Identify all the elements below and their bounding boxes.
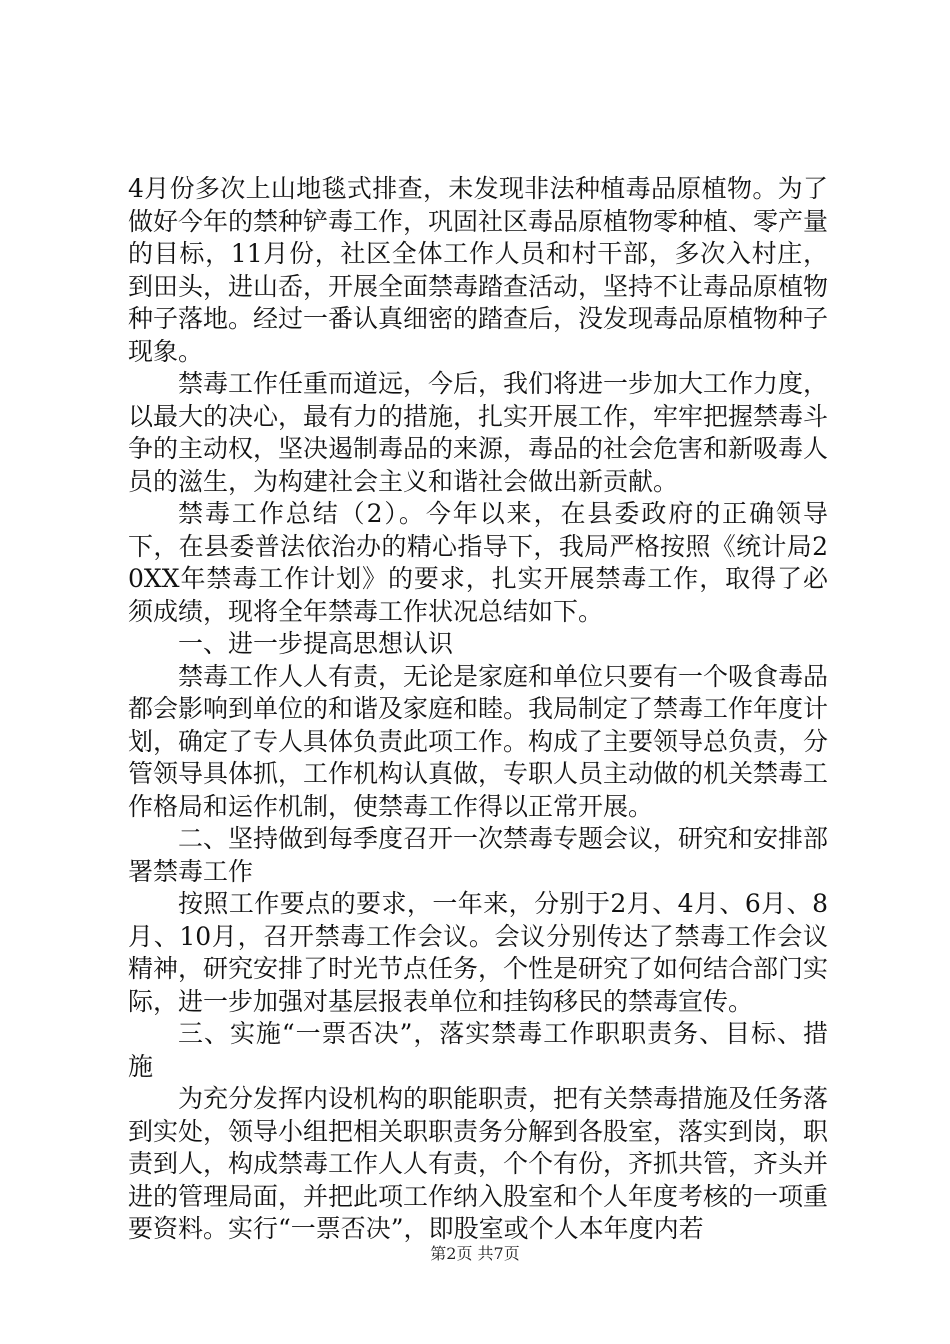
paragraph-6: 为充分发挥内设机构的职能职责，把有关禁毒措施及任务落到实处，领导小组把相关职职责务分解到各股室，落实到岗，职责到人，构成禁毒工作人人有责，个个有份，齐抓共管，齐头并进的管理局面，并把此项工作纳入股室和个人年度考核的一项重要资料。实行“一票否决”，即股室或个人本年度内若 [128, 1084, 829, 1243]
section-heading-2: 二、坚持做到每季度召开一次禁毒专题会议，研究和安排部署禁毒工作 [128, 824, 829, 886]
paragraph-5: 按照工作要点的要求，一年来，分别于2月、4月、6月、8月、10月，召开禁毒工作会议。会议分别传达了禁毒工作会议精神，研究安排了时光节点任务，个性是研究了如何结合部门实际，进一步加强对基层报表单位和挂钩移民的禁毒宣传。 [128, 889, 829, 1016]
paragraph-3: 禁毒工作总结（2）。今年以来，在县委政府的正确领导下，在县委普法依治办的精心指导下，我局严格按照《统计局20XX年禁毒工作计划》的要求，扎实开展禁毒工作，取得了必须成绩，现将全年禁毒工作状况总结如下。 [128, 499, 828, 626]
document-body [128, 173, 828, 1246]
page-footer: 第2页 共7页 [430, 1244, 520, 1263]
section-heading-1: 一、进一步提高思想认识 [178, 629, 454, 658]
paragraph-2: 禁毒工作任重而道远，今后，我们将进一步加大工作力度，以最大的决心，最有力的措施，扎实开展工作，牢牢把握禁毒斗争的主动权，坚决遏制毒品的来源，毒品的社会危害和新吸毒人员的滋生，为构建社会主义和谐社会做出新贡献。 [128, 369, 829, 496]
section-heading-3: 三、实施“一票否决”，落实禁毒工作职职责务、目标、措施 [128, 1019, 828, 1081]
paragraph-4: 禁毒工作人人有责，无论是家庭和单位只要有一个吸食毒品都会影响到单位的和谐及家庭和睦。我局制定了禁毒工作年度计划，确定了专人具体负责此项工作。构成了主要领导总负责，分管领导具体抓，工作机构认真做，专职人员主动做的机关禁毒工作格局和运作机制，使禁毒工作得以正常开展。 [128, 661, 829, 821]
paragraph-1: 4月份多次上山地毯式排查，未发现非法种植毒品原植物。为了做好今年的禁种铲毒工作，巩固社区毒品原植物零种植、零产量的目标，11月份，社区全体工作人员和村干部，多次入村庄，到田头，进山岙，开展全面禁毒踏查活动，坚持不让毒品原植物种子落地。经过一番认真细密的踏查后，没发现毒品原植物种子现象。 [128, 174, 829, 366]
